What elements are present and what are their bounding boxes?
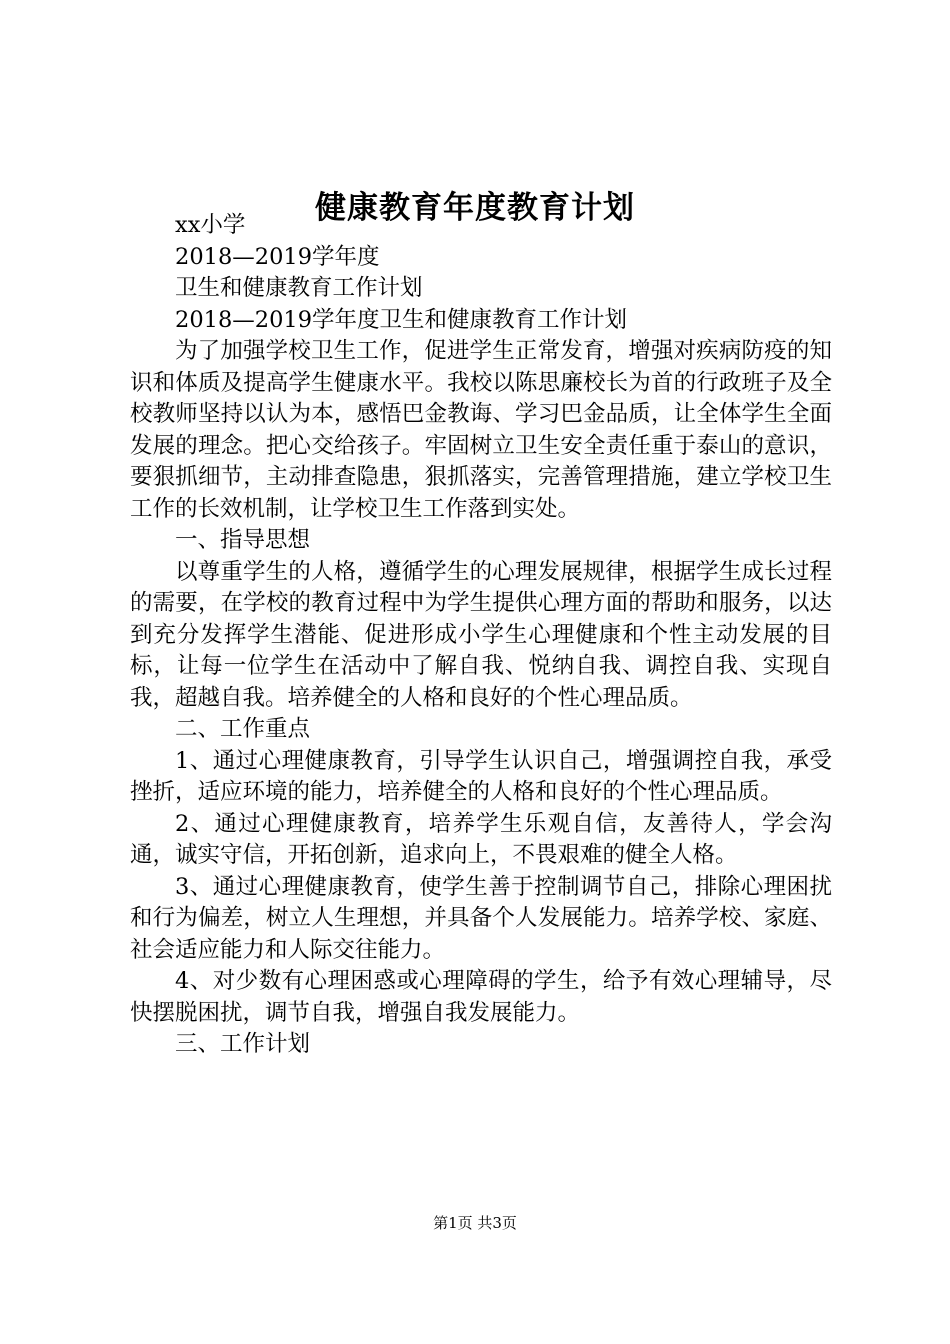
paragraph-intro: 为了加强学校卫生工作，促进学生正常发育，增强对疾病防疫的知识和体质及提高学生健康水平。我校以陈思廉校长为首的行政班子及全校教师坚持以认为本，感悟巴金教诲、学习巴金品质，让全体学生全面发展的理念。把心交给孩子。牢固树立卫生安全责任重于泰山的意识，要狠抓细节，主动排查隐患，狠抓落实，完善管理措施，建立学校卫生工作的长效机制，让学校卫生工作落到实处。: [130, 338, 832, 522]
paragraph-focus-1: 1、通过心理健康教育，引导学生认识自己，增强调控自我，承受挫折，适应环境的能力，培养健全的人格和良好的个性心理品质。: [130, 747, 832, 805]
section-heading-guiding-thought: 一、指导思想: [175, 527, 311, 553]
paragraph-plan-name: 卫生和健康教育工作计划: [175, 275, 423, 301]
paragraph-focus-4: 4、对少数有心理困惑或心理障碍的学生，给予有效心理辅导，尽快摆脱困扰，调节自我，增强自我发展能力。: [130, 968, 832, 1026]
document-title: 健康教育年度教育计划: [315, 190, 635, 226]
section-heading-work-plan: 三、工作计划: [175, 1031, 311, 1057]
section-heading-work-focus: 二、工作重点: [175, 716, 311, 742]
paragraph-guiding-thought: 以尊重学生的人格，遵循学生的心理发展规律，根据学生成长过程的需要，在学校的教育过程中为学生提供心理方面的帮助和服务，以达到充分发挥学生潜能、促进形成小学生心理健康和个性主动发展的目标，让每一位学生在活动中了解自我、悦纳自我、调控自我、实现自我，超越自我。培养健全的人格和良好的个性心理品质。: [130, 558, 832, 711]
paragraph-plan-full-title: 2018—2019学年度卫生和健康教育工作计划: [175, 306, 628, 333]
paragraph-school-name: xx小学: [175, 212, 246, 238]
paragraph-focus-2: 2、通过心理健康教育，培养学生乐观自信，友善待人，学会沟通，诚实守信，开拓创新，追求向上，不畏艰难的健全人格。: [130, 810, 832, 868]
paragraph-focus-3: 3、通过心理健康教育，使学生善于控制调节自己，排除心理困扰和行为偏差，树立人生理想，并具备个人发展能力。培养学校、家庭、社会适应能力和人际交往能力。: [130, 873, 832, 963]
page-number-footer: 第1页 共3页: [433, 1214, 517, 1232]
paragraph-school-year: 2018—2019学年度: [175, 243, 380, 270]
document-body: [130, 210, 832, 1061]
